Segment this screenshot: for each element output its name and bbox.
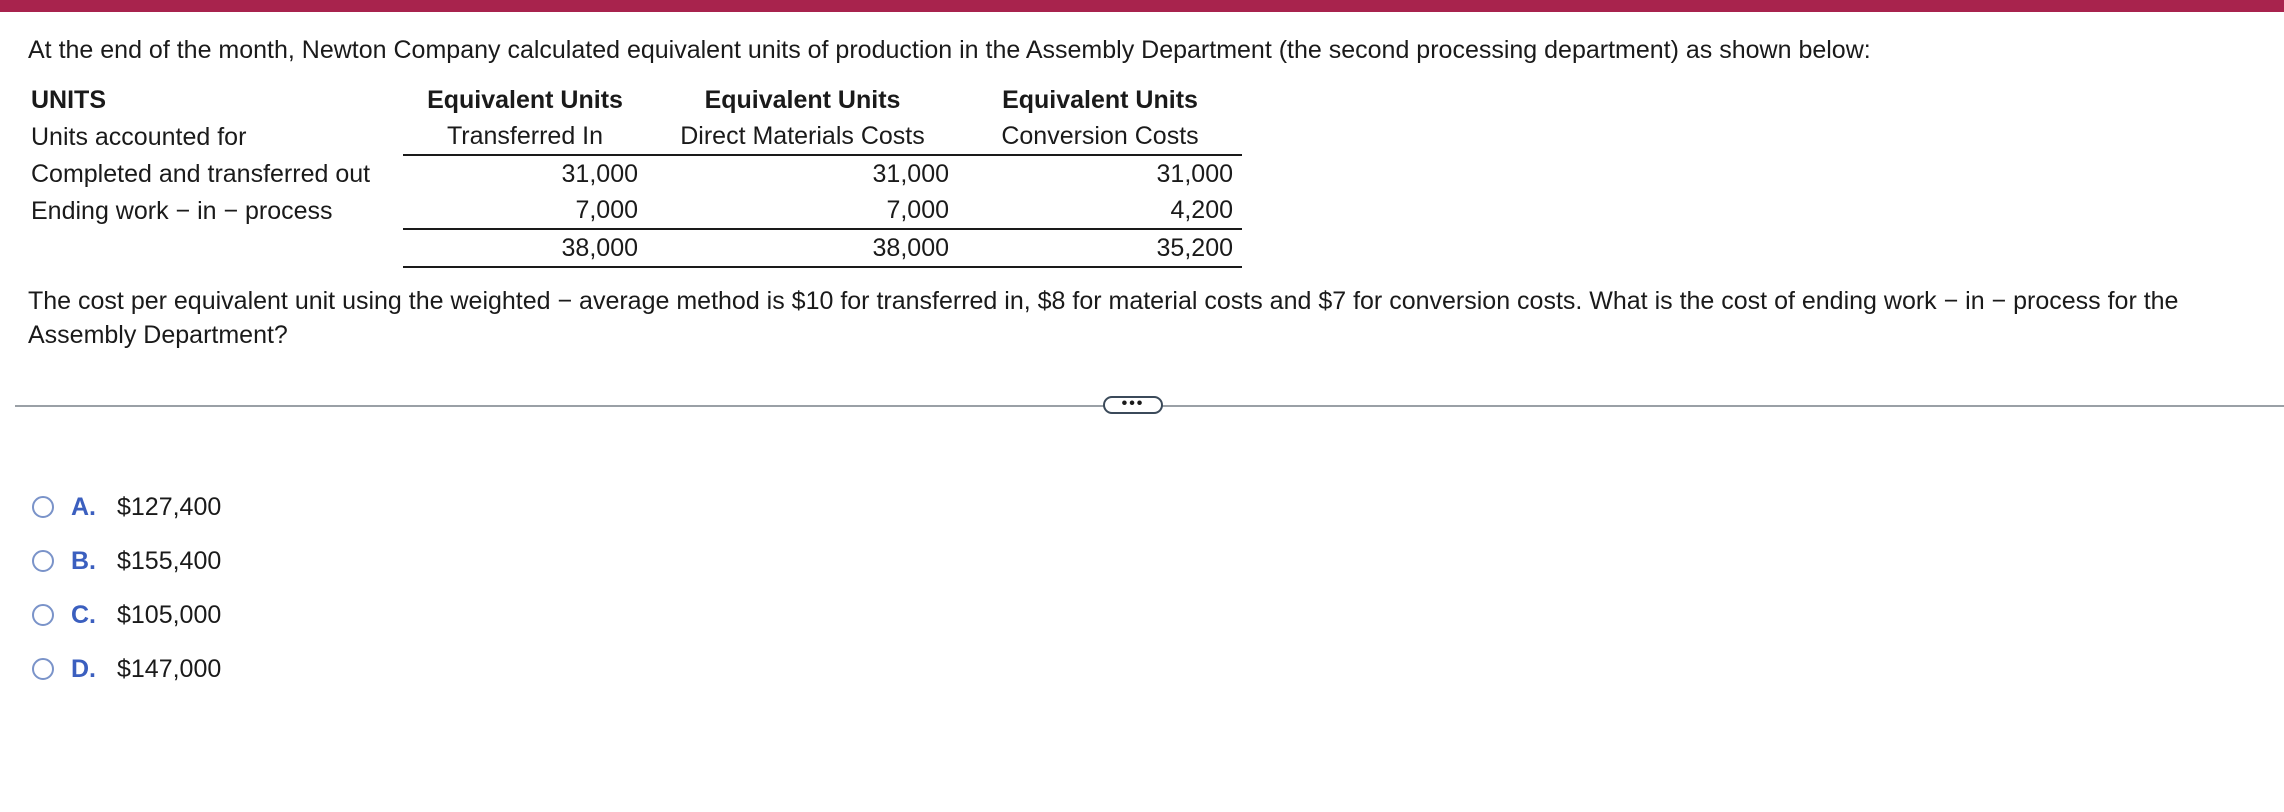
total-label [28,229,403,267]
radio-button-icon[interactable] [32,550,54,572]
option-a[interactable] [32,480,221,534]
table-row [28,155,1242,192]
table-row [28,192,1242,229]
radio-button-icon[interactable] [32,496,54,518]
option-text: $147,000 [117,654,222,683]
cell-transferred-in: 7,000 [403,192,647,229]
total-conversion: 35,200 [958,229,1242,267]
radio-button-icon[interactable] [32,604,54,626]
intro-text: At the end of the month, Newton Company calculated equivalent units of production in the Assembly Department (the second processing department) as shown below: [28,36,1871,64]
question-text: The cost per equivalent unit using the weighted − average method is $10 for transferred in, $8 for material costs and $7 for conversion costs. What is the cost of ending work − in − process for the Assembly Department? [28,287,2179,349]
cell-transferred-in: 31,000 [561,160,638,188]
option-text: $155,400 [117,546,222,575]
option-text: $105,000 [117,600,222,629]
subheader-conversion: Conversion Costs [958,118,1242,155]
cell-direct-materials: 7,000 [647,192,958,229]
cell-conversion: 4,200 [958,192,1242,229]
row-label: Ending work − in − process [31,196,333,225]
equivalent-units-table [28,82,1242,268]
subheader-transferred-in: Transferred In [403,118,647,155]
table-subheader-row [28,118,1242,155]
option-d[interactable] [32,642,221,696]
top-accent-bar [0,0,2284,12]
total-direct-materials: 38,000 [647,229,958,267]
header-eu-conversion: Equivalent Units [1002,86,1198,114]
subheader-units-accounted: Units accounted for [31,122,247,151]
header-eu-direct-materials: Equivalent Units [704,86,901,114]
more-options-button[interactable]: ••• [1103,396,1163,414]
header-units: UNITS [31,86,106,114]
option-letter: A. [71,492,96,521]
table-header-row [28,82,1242,118]
radio-button-icon[interactable] [32,658,54,680]
cell-direct-materials: 31,000 [872,160,949,188]
total-transferred-in: 38,000 [403,229,647,267]
row-label: Completed and transferred out [31,159,371,188]
option-c[interactable] [32,588,221,642]
subheader-direct-materials: Direct Materials Costs [647,118,958,155]
option-letter: D. [71,654,96,683]
cell-conversion: 31,000 [1156,160,1233,188]
option-letter: B. [71,546,96,575]
option-b[interactable] [32,534,221,588]
option-text: $127,400 [117,492,222,521]
header-eu-transferred-in: Equivalent Units [427,86,623,114]
table-total-row [28,229,1242,267]
answer-options [32,480,221,696]
option-letter: C. [71,600,96,629]
